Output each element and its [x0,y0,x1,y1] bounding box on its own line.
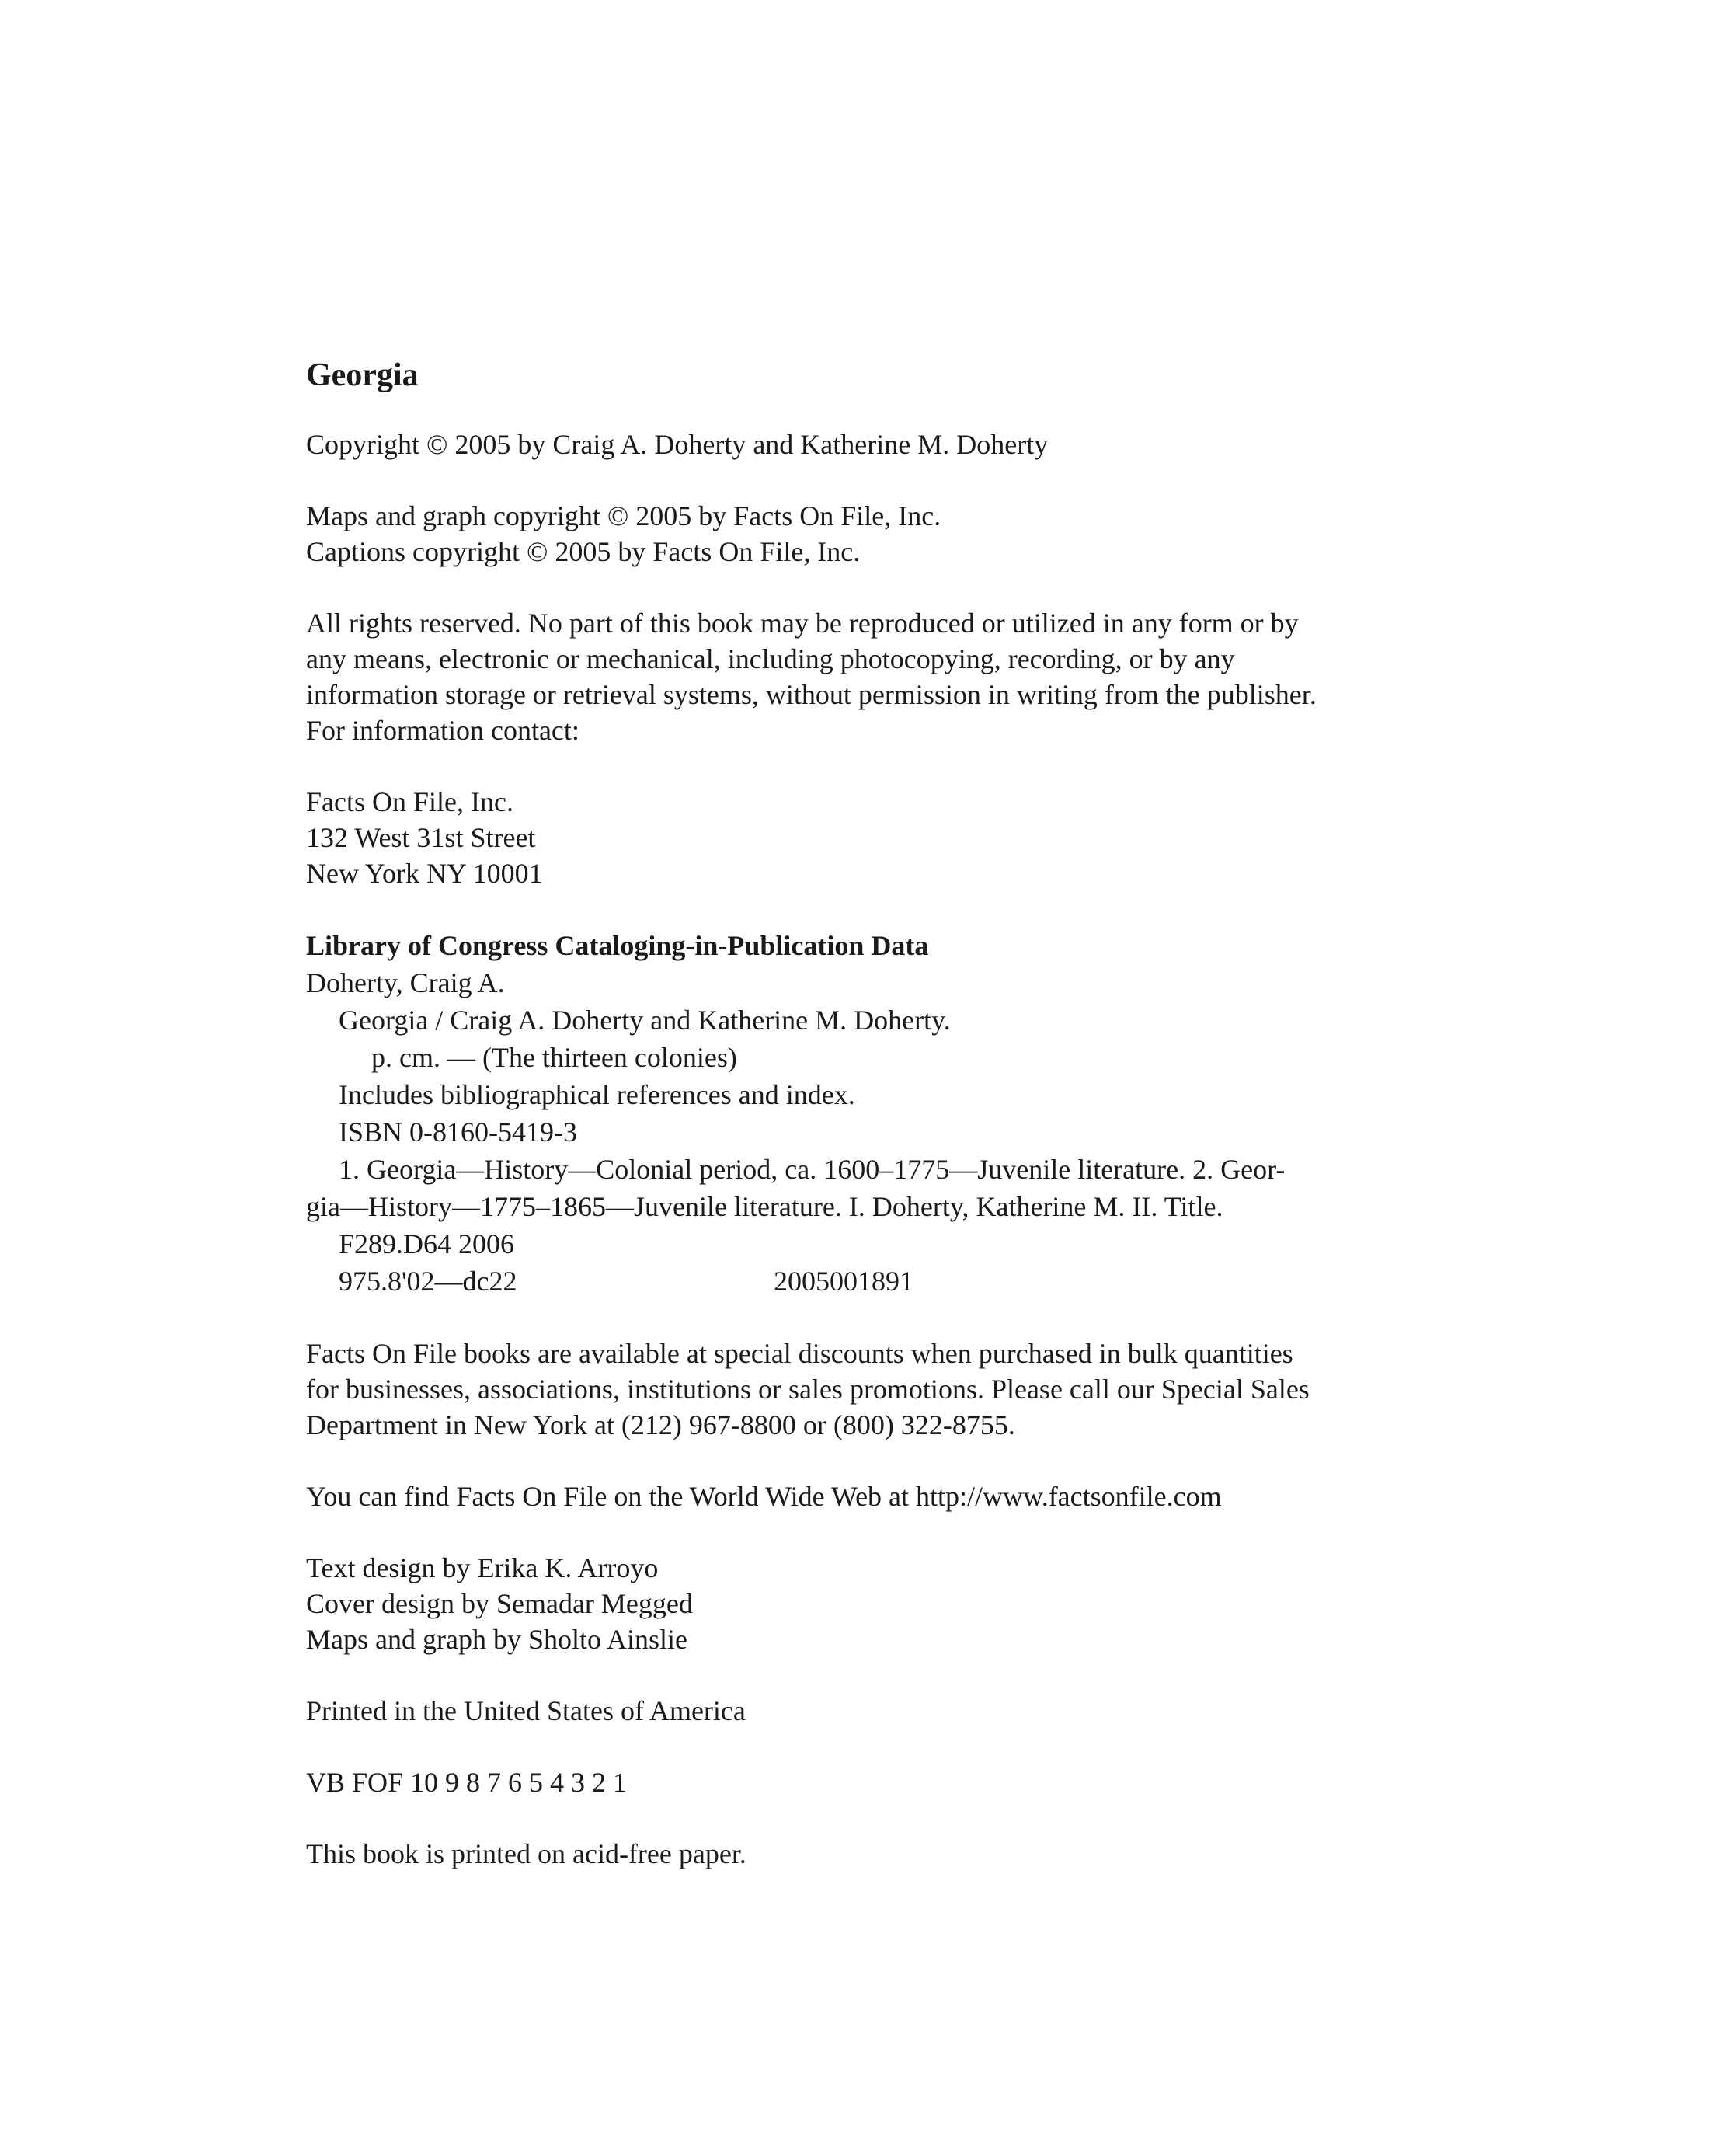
credits-block [306,1550,1409,1657]
paper-block [306,1836,1409,1872]
cip-data-block [306,927,1409,1300]
printing-line-block [306,1764,1409,1800]
web-line: You can find Facts On File on the World Wide Web at http://www.factsonfile.com [306,1481,1222,1512]
printed-line: Printed in the United States of America [306,1695,746,1726]
cip-author: Doherty, Craig A. [306,967,505,998]
copyright-block [306,427,1409,462]
rights-block [306,605,1409,748]
credit-line: Text design by Erika K. Arroyo [306,1552,659,1583]
cip-lc-class: F289.D64 2006 [339,1228,515,1259]
rights-line: All rights reserved. No part of this book may be reproduced or utilized in any form or by [306,608,1299,639]
credit-line: Maps and graph by Sholto Ainslie [306,1624,687,1655]
rights-line: For information contact: [306,715,579,746]
discounts-line: Department in New York at (212) 967-8800 or (800) 322-8755. [306,1409,1015,1440]
cip-title-line: Georgia / Craig A. Doherty and Katherine M. Doherty. [339,1005,951,1036]
web-block [306,1479,1409,1514]
cip-includes-line: Includes bibliographical references and index. [339,1079,855,1110]
discounts-line: Facts On File books are available at special discounts when purchased in bulk quantities [306,1338,1293,1369]
paper-line: This book is printed on acid-free paper. [306,1838,746,1869]
cip-lccn: 2005001891 [774,1266,913,1297]
copyright-line: Copyright © 2005 by Craig A. Doherty and Katherine M. Doherty [306,429,1049,460]
cip-series-line: p. cm. — (The thirteen colonies) [371,1042,737,1073]
address-line: New York NY 10001 [306,858,543,889]
page-title: Georgia [306,357,419,393]
cip-heading: Library of Congress Cataloging-in-Publication Data [306,930,929,961]
cip-subjects-line: gia—History—1775–1865—Juvenile literature. I. Doherty, Katherine M. II. Title. [306,1191,1223,1222]
rights-line: information storage or retrieval systems, without permission in writing from the publisher. [306,679,1317,710]
rights-line: any means, electronic or mechanical, including photocopying, recording, or by any [306,643,1235,674]
publisher-address [306,784,1409,891]
maps-captions-block [306,498,1409,569]
printing-line: VB FOF 10 9 8 7 6 5 4 3 2 1 [306,1767,628,1798]
discounts-line: for businesses, associations, institutions or sales promotions. Please call our Special Sales [306,1374,1310,1405]
discounts-block [306,1336,1409,1443]
captions-copyright-line: Captions copyright © 2005 by Facts On File, Inc. [306,536,861,567]
cip-dewey: 975.8'02—dc22 [339,1266,517,1297]
cip-classification-row [306,1263,1409,1300]
printed-block [306,1693,1409,1729]
cip-subjects-line: 1. Georgia—History—Colonial period, ca. 1600–1775—Juvenile literature. 2. Geor- [339,1154,1286,1185]
maps-copyright-line: Maps and graph copyright © 2005 by Facts On File, Inc. [306,500,941,531]
address-line: 132 West 31st Street [306,822,536,853]
cip-isbn: ISBN 0-8160-5419-3 [339,1116,577,1148]
address-line: Facts On File, Inc. [306,786,513,817]
copyright-page [306,354,1409,1907]
credit-line: Cover design by Semadar Megged [306,1588,693,1619]
